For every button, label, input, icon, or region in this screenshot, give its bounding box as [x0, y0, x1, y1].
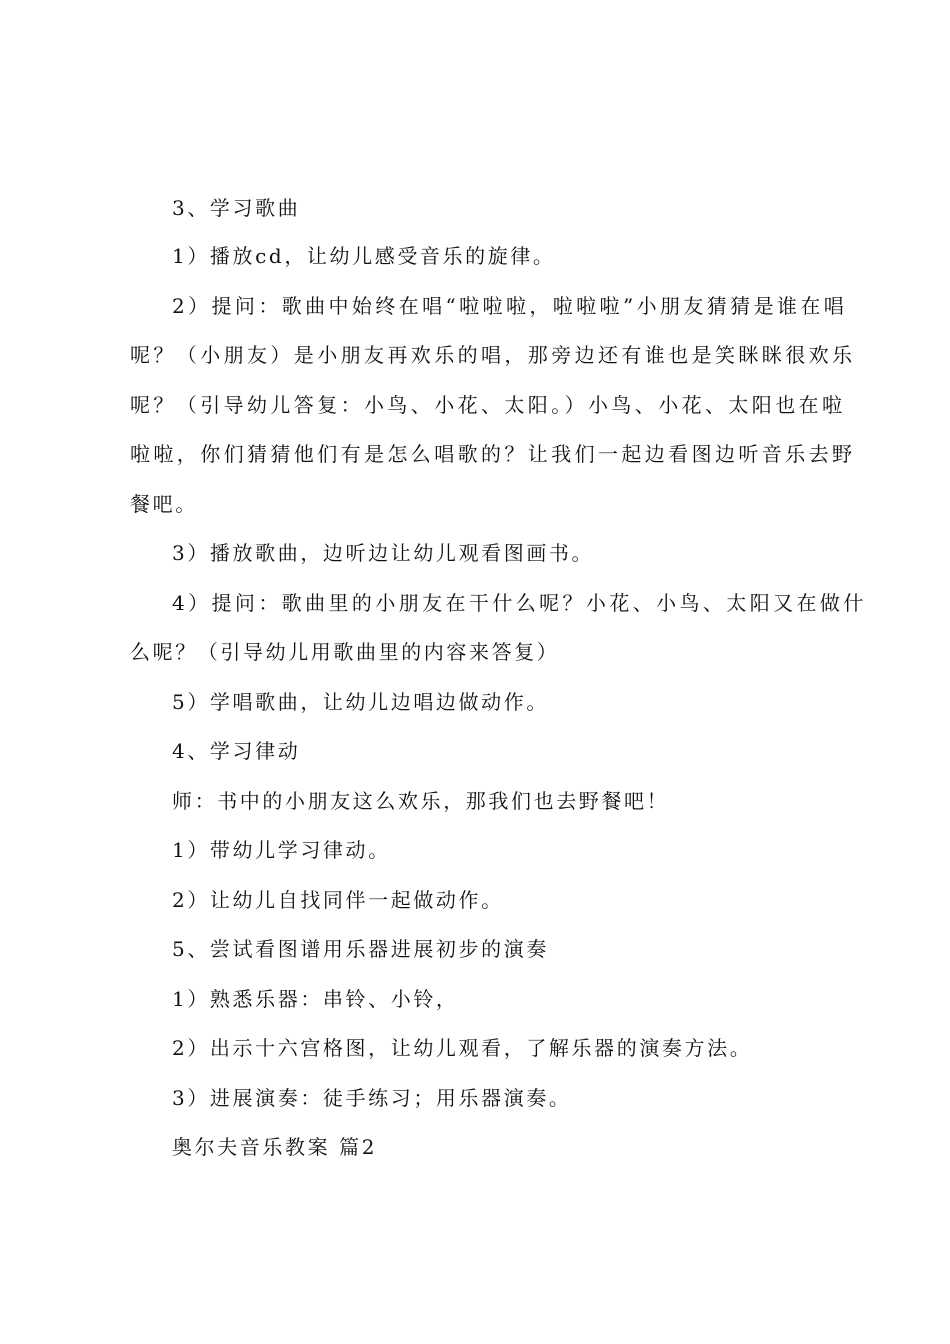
- paragraph-line: 餐吧。: [130, 492, 198, 516]
- paragraph-line: 啦啦，你们猜猜他们有是怎么唱歌的？让我们一起边看图边听音乐去野: [130, 442, 856, 466]
- section-heading-instruments: 5、尝试看图谱用乐器进展初步的演奏: [172, 937, 549, 961]
- paragraph-line: 呢？（引导幼儿答复：小鸟、小花、太阳。）小鸟、小花、太阳也在啦: [130, 393, 846, 417]
- section-heading-learn-song: 3、学习歌曲: [172, 196, 301, 220]
- paragraph-line: 师：书中的小朋友这么欢乐，那我们也去野餐吧！: [172, 789, 670, 813]
- lesson-plan-title: 奥尔夫音乐教案 篇2: [172, 1135, 378, 1159]
- section-heading-learn-rhythm: 4、学习律动: [172, 739, 301, 763]
- paragraph-line: 3）进展演奏：徒手练习；用乐器演奏。: [172, 1086, 572, 1110]
- paragraph-line: 5）学唱歌曲，让幼儿边唱边做动作。: [172, 690, 549, 714]
- paragraph-line: 1）带幼儿学习律动。: [172, 838, 391, 862]
- paragraph-line: 4）提问：歌曲里的小朋友在干什么呢？小花、小鸟、太阳又在做什: [172, 591, 867, 615]
- paragraph-line: 2）让幼儿自找同伴一起做动作。: [172, 888, 504, 912]
- paragraph-line: 2）出示十六宫格图，让幼儿观看，了解乐器的演奏方法。: [172, 1036, 753, 1060]
- paragraph-line: 么呢？（引导幼儿用歌曲里的内容来答复）: [130, 640, 560, 664]
- paragraph-line: 1）熟悉乐器：串铃、小铃，: [172, 987, 459, 1011]
- paragraph-line: 1）播放cd，让幼儿感受音乐的旋律。: [172, 244, 556, 268]
- paragraph-line: 2）提问：歌曲中始终在唱“啦啦啦，啦啦啦”小朋友猜猜是谁在唱: [172, 294, 848, 318]
- paragraph-line: 3）播放歌曲，边听边让幼儿观看图画书。: [172, 541, 595, 565]
- paragraph-line: 呢？（小朋友）是小朋友再欢乐的唱，那旁边还有谁也是笑眯眯很欢乐: [130, 343, 856, 367]
